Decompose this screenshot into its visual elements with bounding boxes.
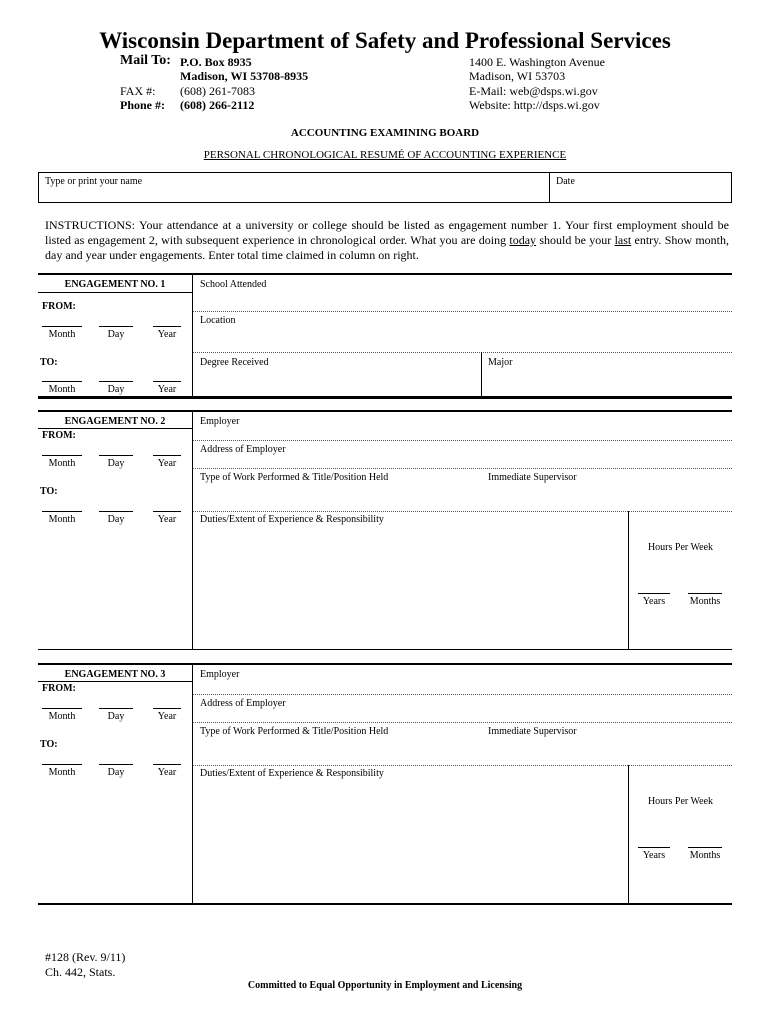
e2-from-year[interactable]: Year: [157, 458, 177, 469]
name-field-label: Type or print your name: [45, 176, 143, 187]
name-date-divider: [549, 172, 550, 203]
engagement-1-bottom-rule: [38, 396, 732, 399]
e1-from-month[interactable]: Month: [48, 329, 76, 340]
e3-hours-divider: [628, 765, 629, 904]
school-attended-field[interactable]: School Attended: [200, 279, 267, 290]
form-title: PERSONAL CHRONOLOGICAL RESUMÉ OF ACCOUNTING EXPERIENCE: [203, 149, 567, 161]
e3-from-label: FROM:: [42, 683, 76, 694]
degree-major-divider: [481, 352, 482, 396]
e2-to-year[interactable]: Year: [157, 514, 177, 525]
e2-to-label: TO:: [40, 486, 58, 497]
e3-employer-field[interactable]: Employer: [200, 669, 240, 680]
engagement-2-top-rule: [38, 410, 732, 412]
e3-work-type-field[interactable]: Type of Work Performed & Title/Position Held: [200, 726, 389, 737]
engagement-3-label-underline: [38, 681, 192, 682]
e2-from-label: FROM:: [42, 430, 76, 441]
street-address: 1400 E. Washington Avenue: [469, 55, 605, 69]
major-field[interactable]: Major: [488, 357, 513, 368]
date-input[interactable]: [556, 188, 726, 200]
engagement-3-divider: [192, 665, 193, 904]
name-input[interactable]: [200, 188, 540, 200]
degree-received-field[interactable]: Degree Received: [200, 357, 269, 368]
e3-supervisor-field[interactable]: Immediate Supervisor: [488, 726, 577, 737]
engagement-2-divider: [192, 412, 193, 650]
e3-to-label: TO:: [40, 739, 58, 750]
e3-from-day[interactable]: Day: [107, 711, 125, 722]
e1-to-label: TO:: [40, 357, 58, 368]
website: Website: http://dsps.wi.gov: [469, 98, 600, 112]
e1-from-year[interactable]: Year: [157, 329, 177, 340]
e3-to-year[interactable]: Year: [157, 767, 177, 778]
engagement-2-label: ENGAGEMENT NO. 2: [64, 416, 166, 427]
agency-title: Wisconsin Department of Safety and Professional Services: [99, 28, 671, 53]
e2-supervisor-field[interactable]: Immediate Supervisor: [488, 472, 577, 483]
engagement-1-label-underline: [38, 292, 192, 293]
location-field[interactable]: Location: [200, 315, 236, 326]
engagement-1-top-rule: [38, 273, 732, 275]
e2-to-day[interactable]: Day: [107, 514, 125, 525]
e1-to-month[interactable]: Month: [48, 384, 76, 395]
today-emphasis: today: [509, 233, 537, 247]
city-zip: Madison, WI 53708-8935: [180, 69, 309, 83]
e2-work-type-field[interactable]: Type of Work Performed & Title/Position Held: [200, 472, 389, 483]
po-box: P.O. Box 8935: [180, 55, 252, 69]
engagement-1-label: ENGAGEMENT NO. 1: [64, 279, 166, 290]
engagement-3-top-rule: [38, 663, 732, 665]
phone-label: Phone #:: [120, 98, 165, 112]
e2-from-day[interactable]: Day: [107, 458, 125, 469]
fax-label: FAX #:: [120, 84, 156, 98]
e1-from-label: FROM:: [42, 301, 76, 312]
phone-number: (608) 266-2112: [180, 98, 255, 112]
e1-from-day[interactable]: Day: [107, 329, 125, 340]
street-city: Madison, WI 53703: [469, 69, 566, 83]
engagement-2-label-underline: [38, 428, 192, 429]
e2-duties-field[interactable]: Duties/Extent of Experience & Responsibility: [200, 514, 384, 525]
e2-from-month[interactable]: Month: [48, 458, 76, 469]
e3-months[interactable]: Months: [689, 850, 721, 861]
e2-employer-field[interactable]: Employer: [200, 416, 240, 427]
e2-hours-divider: [628, 511, 629, 650]
date-field-label: Date: [556, 176, 575, 187]
form-number: #128 (Rev. 9/11): [45, 950, 126, 964]
mail-to-label: Mail To:: [120, 53, 171, 68]
e3-to-day[interactable]: Day: [107, 767, 125, 778]
e2-years[interactable]: Years: [642, 596, 666, 607]
equal-opportunity-statement: Committed to Equal Opportunity in Employment and Licensing: [247, 980, 523, 991]
e2-to-month[interactable]: Month: [48, 514, 76, 525]
e1-to-year[interactable]: Year: [157, 384, 177, 395]
engagement-3-label: ENGAGEMENT NO. 3: [64, 669, 166, 680]
e3-years[interactable]: Years: [642, 850, 666, 861]
board-name: ACCOUNTING EXAMINING BOARD: [290, 127, 480, 139]
e3-from-month[interactable]: Month: [48, 711, 76, 722]
last-emphasis: last: [614, 233, 632, 247]
email: E-Mail: web@dsps.wi.gov: [469, 84, 598, 98]
e2-hours-per-week[interactable]: Hours Per Week: [647, 542, 714, 553]
fax-number: (608) 261-7083: [180, 84, 255, 98]
statute-reference: Ch. 442, Stats.: [45, 965, 116, 979]
e2-address-field[interactable]: Address of Employer: [200, 444, 286, 455]
e2-months[interactable]: Months: [689, 596, 721, 607]
engagement-1-divider: [192, 275, 193, 397]
e3-from-year[interactable]: Year: [157, 711, 177, 722]
e3-hours-per-week[interactable]: Hours Per Week: [647, 796, 714, 807]
instructions: INSTRUCTIONS: Your attendance at a university or college should be listed as engagement number 1. Your first employment should be listed as engagement 2, with subsequent experience in chronological order. What you are doing today should be your last entry. Show month, day and year under engagements. Enter total time claimed in column on right.: [45, 218, 729, 262]
e3-address-field[interactable]: Address of Employer: [200, 698, 286, 709]
e3-duties-field[interactable]: Duties/Extent of Experience & Responsibility: [200, 768, 384, 779]
e1-to-day[interactable]: Day: [107, 384, 125, 395]
e3-to-month[interactable]: Month: [48, 767, 76, 778]
